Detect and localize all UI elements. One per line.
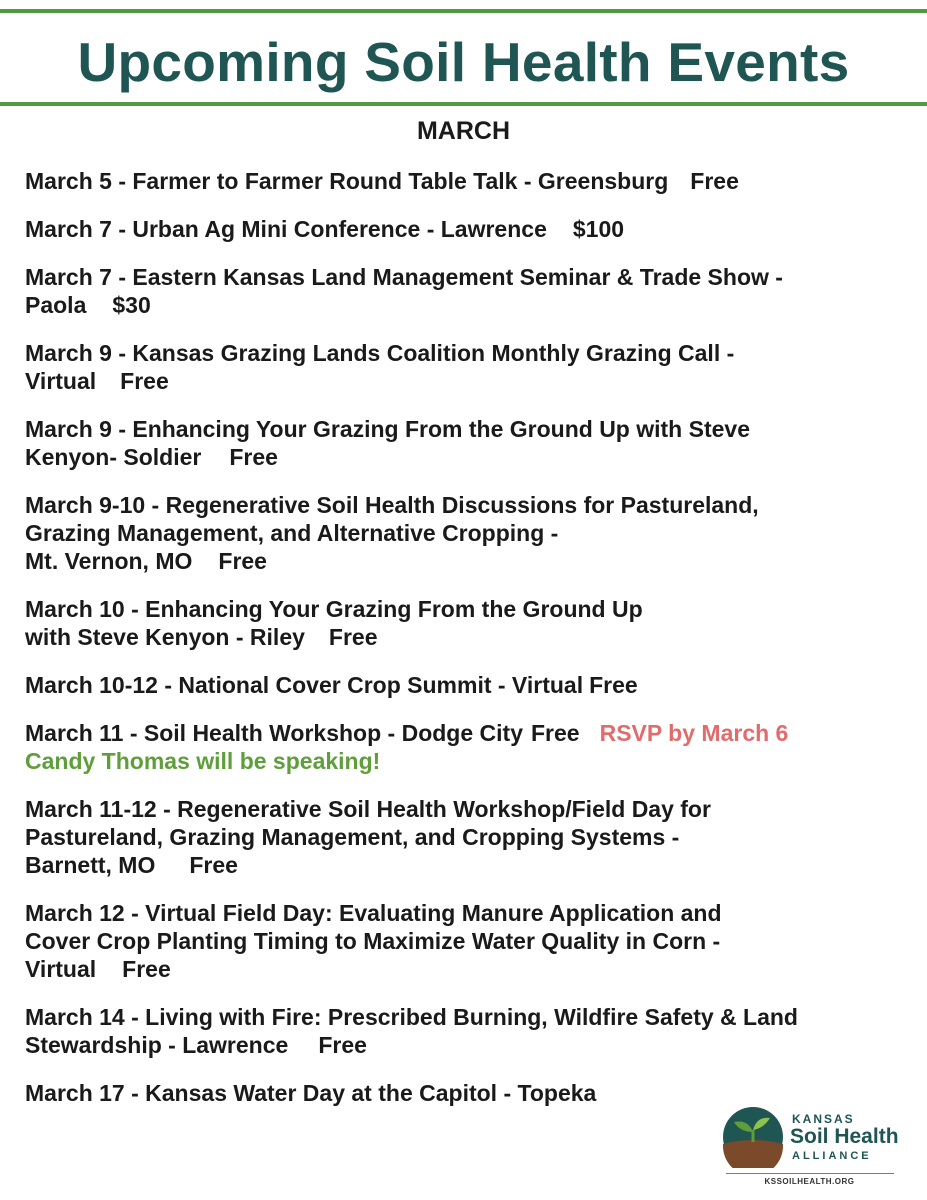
- event-text: Stewardship - Lawrence: [25, 1032, 289, 1058]
- logo-alliance-text: ALLIANCE: [792, 1150, 872, 1162]
- page-title: Upcoming Soil Health Events: [77, 31, 850, 93]
- event-line: [25, 719, 905, 747]
- event-item: [25, 719, 905, 775]
- event-text: March 10 - Enhancing Your Grazing From the Ground Up: [25, 596, 643, 622]
- event-item: [25, 795, 905, 879]
- event-line: [25, 851, 905, 879]
- event-line: [25, 291, 905, 319]
- event-item: [25, 595, 905, 651]
- event-text: March 5 - Farmer to Farmer Round Table Talk - Greensburg: [25, 168, 669, 194]
- event-text: Barnett, MO: [25, 852, 156, 878]
- event-text: Cover Crop Planting Timing to Maximize Water Quality in Corn -: [25, 928, 721, 954]
- event-price: Free: [189, 852, 238, 878]
- event-text: with Steve Kenyon - Riley: [25, 624, 305, 650]
- event-price: Free: [218, 548, 267, 574]
- event-line: [25, 215, 905, 243]
- event-line: [25, 955, 905, 983]
- website-url[interactable]: KSSOILHEALTH.ORG: [764, 1177, 855, 1186]
- event-text: March 9-10 - Regenerative Soil Health Discussions for Pastureland,: [25, 492, 759, 518]
- event-price: Free: [530, 720, 580, 746]
- event-line: [25, 595, 905, 623]
- event-item: [25, 1003, 905, 1059]
- event-item: [25, 899, 905, 983]
- event-price: $100: [572, 216, 625, 242]
- rsvp-deadline: RSVP by March 6: [599, 720, 789, 746]
- event-line: [25, 443, 905, 471]
- event-item: [25, 339, 905, 395]
- event-price: Free: [318, 1032, 367, 1058]
- event-price: Free: [690, 168, 739, 194]
- event-text: Virtual: [25, 956, 97, 982]
- event-line: [25, 415, 905, 443]
- event-line: [25, 519, 905, 547]
- event-line: [25, 671, 905, 699]
- event-text: Pastureland, Grazing Management, and Cropping Systems -: [25, 824, 680, 850]
- event-price: $30: [112, 292, 151, 318]
- month-heading: MARCH: [416, 117, 511, 145]
- event-line: [25, 823, 905, 851]
- title-underline: [0, 102, 927, 106]
- event-text: Grazing Management, and Alternative Cropping -: [25, 520, 559, 546]
- logo-divider: [726, 1173, 894, 1174]
- event-line: [25, 367, 905, 395]
- event-line: [25, 547, 905, 575]
- event-line: [25, 927, 905, 955]
- event-price: Free: [589, 672, 638, 698]
- event-text: March 7 - Urban Ag Mini Conference - Lawrence: [25, 216, 547, 242]
- event-text: March 9 - Kansas Grazing Lands Coalition Monthly Grazing Call -: [25, 340, 735, 366]
- event-line: [25, 263, 905, 291]
- event-item: [25, 415, 905, 471]
- event-list: [25, 167, 905, 1127]
- event-line: [25, 1031, 905, 1059]
- event-text: Virtual: [25, 368, 97, 394]
- event-line: [25, 339, 905, 367]
- event-price: Free: [122, 956, 171, 982]
- event-line: [25, 1003, 905, 1031]
- event-price: Free: [120, 368, 169, 394]
- event-text: March 17 - Kansas Water Day at the Capitol - Topeka: [25, 1080, 597, 1106]
- event-text: March 11 - Soil Health Workshop - Dodge City: [25, 720, 523, 746]
- event-text: March 12 - Virtual Field Day: Evaluating Manure Application and: [25, 900, 722, 926]
- event-text: Paola: [25, 292, 87, 318]
- event-line: [25, 167, 905, 195]
- event-item: [25, 263, 905, 319]
- sprout-logo-icon: [722, 1106, 784, 1168]
- event-text: March 7 - Eastern Kansas Land Management Seminar & Trade Show -: [25, 264, 783, 290]
- event-text: March 9 - Enhancing Your Grazing From the Ground Up with Steve: [25, 416, 750, 442]
- event-line: [25, 623, 905, 651]
- event-text: March 11-12 - Regenerative Soil Health Workshop/Field Day for: [25, 796, 711, 822]
- event-item: [25, 215, 905, 243]
- event-item: [25, 491, 905, 575]
- event-line: [25, 899, 905, 927]
- event-text: March 14 - Living with Fire: Prescribed Burning, Wildfire Safety & Land: [25, 1004, 798, 1030]
- event-item: [25, 167, 905, 195]
- event-price: Free: [229, 444, 278, 470]
- event-line: [25, 795, 905, 823]
- event-line: [25, 491, 905, 519]
- event-text: Kenyon- Soldier: [25, 444, 202, 470]
- event-text: March 10-12 - National Cover Crop Summit - Virtual: [25, 672, 584, 698]
- event-text: Mt. Vernon, MO: [25, 548, 193, 574]
- top-rule: [0, 9, 927, 13]
- event-price: Free: [328, 624, 378, 650]
- speaker-note: Candy Thomas will be speaking!: [25, 748, 381, 774]
- event-item: [25, 671, 905, 699]
- kansas-soil-health-alliance-logo: [722, 1103, 897, 1191]
- logo-kansas-text: KANSAS: [792, 1112, 855, 1126]
- logo-name-text: Soil Health: [790, 1125, 899, 1148]
